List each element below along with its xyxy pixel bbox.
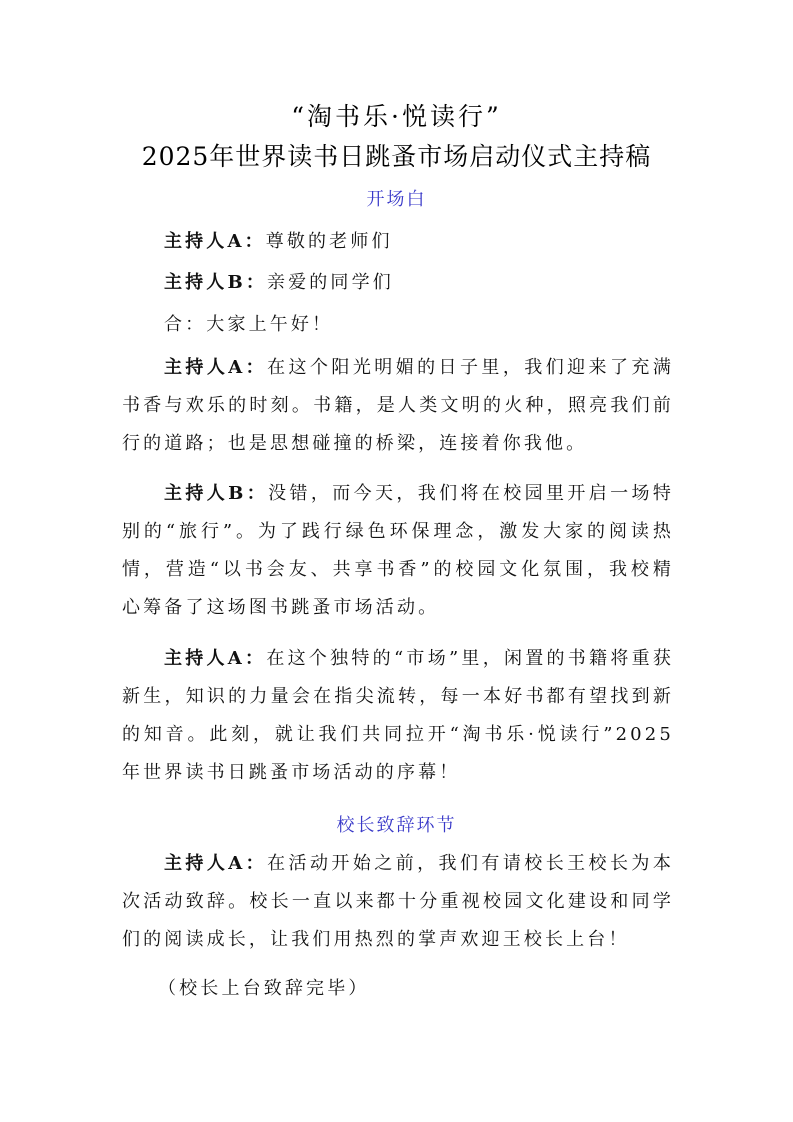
paragraph (122, 475, 674, 627)
paragraph (122, 845, 674, 959)
section-heading-opening: 开场白 (366, 189, 427, 210)
speaker-label: 主持人A： (164, 853, 268, 874)
paragraph (122, 264, 674, 302)
speaker-label: 主持人A： (164, 648, 267, 669)
document-title-line1: “淘书乐·悦读行” (291, 102, 502, 131)
paragraph-text: 合：大家上午好！ (164, 314, 334, 335)
paragraph-text: （校长上台致辞完毕） (158, 978, 370, 999)
speaker-label: 主持人A： (164, 357, 268, 378)
speaker-label: 主持人B： (164, 483, 269, 504)
paragraph-text: 没错，而今天，我们将在校园里开启一场特别的“旅行”。为了践行绿色环保理念，激发大家的阅读热情，营造“以书会友、共享书香”的校园文化氛围，我校精心筹备了这场图书跳蚤市场活动。 (122, 483, 674, 618)
speaker-label: 主持人A： (164, 231, 266, 252)
document-title-line2: 2025年世界读书日跳蚤市场启动仪式主持稿 (141, 142, 652, 171)
paragraph (122, 640, 674, 792)
paragraph (122, 349, 674, 463)
paragraph (122, 306, 674, 344)
paragraph (122, 223, 674, 261)
paragraph (158, 970, 710, 1008)
paragraph-text: 在活动开始之前，我们有请校长王校长为本次活动致辞。校长一直以来都十分重视校园文化建设和同学们的阅读成长，让我们用热烈的掌声欢迎王校长上台！ (122, 853, 674, 950)
paragraph-text: 尊敬的老师们 (265, 231, 393, 252)
paragraph-text: 在这个独特的“市场”里，闲置的书籍将重获新生，知识的力量会在指尖流转，每一本好书都有望找到新的知音。此刻，就让我们共同拉开“淘书乐·悦读行”2025年世界读书日跳蚤市场活动的序幕！ (122, 648, 675, 783)
paragraph-text: 在这个阳光明媚的日子里，我们迎来了充满书香与欢乐的时刻。书籍，是人类文明的火种，照亮我们前行的道路；也是思想碰撞的桥梁，连接着你我他。 (122, 357, 674, 454)
speaker-label: 主持人B： (164, 272, 267, 293)
paragraph-text: 亲爱的同学们 (266, 272, 394, 293)
section-heading-principal-speech: 校长致辞环节 (336, 815, 457, 836)
